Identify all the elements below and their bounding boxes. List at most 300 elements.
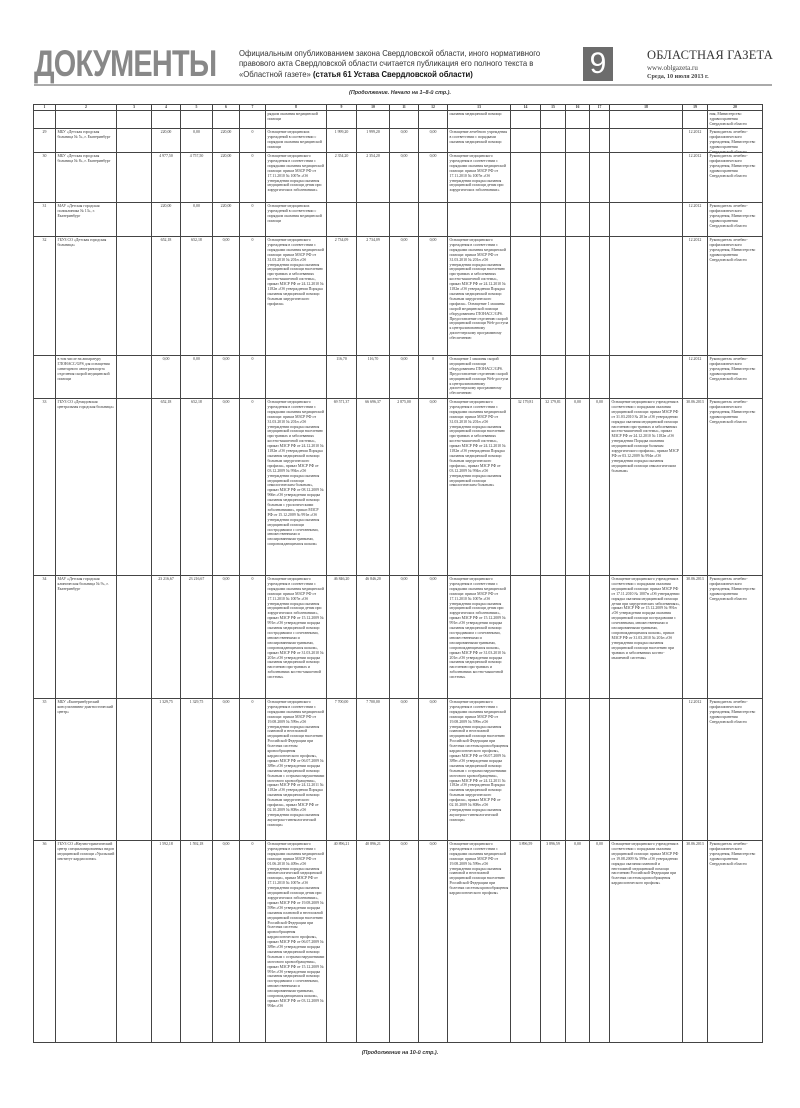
cell-text: 7 700,00 bbox=[366, 700, 380, 704]
table-cell bbox=[240, 576, 266, 699]
table-cell bbox=[683, 237, 708, 356]
cell-text bbox=[568, 357, 588, 397]
cell-text bbox=[392, 204, 417, 235]
cell-text: Оснащение медицинского учреждения в соответствии с порядками оказания медицинской помощи: приказ МЗСР РФ от 31.03.2010 № 201н «Об утверждении порядка оказания медицинской помощи населению при травмах и заболеваниях костно-мышечной системы», приказ МЗСР РФ от 24.12.2010 № 1182н «Об утверждении Порядка оказания медицинской помощи больным хирургического профиля». Оснащение 1 машины скорой медицинской помощи оборудованием ГЛОНАСС/GPS. Предоставление отделению скорой медицинской помощи Web-доступа к централизованному диспетчерскому программному обеспечению bbox=[449, 238, 509, 341]
cell-text bbox=[329, 112, 355, 127]
table-cell bbox=[117, 399, 152, 576]
table-cell bbox=[541, 153, 566, 203]
table-cell bbox=[566, 699, 590, 841]
table-cell bbox=[511, 841, 541, 1043]
table-row bbox=[34, 841, 763, 1043]
cell-text bbox=[612, 112, 681, 127]
cell-text: 0,00 bbox=[596, 842, 603, 846]
cell-text bbox=[568, 700, 588, 839]
column-header: 7 bbox=[240, 105, 266, 111]
table-cell bbox=[390, 399, 419, 576]
cell-text bbox=[119, 154, 150, 201]
cell-text: 2 734,09 bbox=[334, 238, 349, 242]
table-cell bbox=[419, 153, 448, 203]
cell-text: Оснащение медицинского учреждения в соответствии с порядками оказания медицинской помощи: приказ МЗСР РФ от 17.11.2010 № 1007н «Об утверждении порядка оказания медицинской помощи детям при хирургических заболеваниях» bbox=[449, 154, 506, 193]
column-header: 4 bbox=[152, 105, 181, 111]
table-row bbox=[34, 237, 763, 356]
cell-text bbox=[58, 112, 115, 127]
cell-text: МАУ «Детская городская поликлиника № 13», г. Екатеринбург bbox=[57, 204, 100, 218]
column-header: 9 bbox=[327, 105, 357, 111]
table-cell bbox=[419, 129, 448, 153]
cell-text: 0,00 bbox=[222, 400, 230, 404]
cell-text: 0,00 bbox=[193, 204, 200, 208]
cell-text: 0,00 bbox=[193, 130, 200, 134]
cell-text: 116,70 bbox=[336, 357, 347, 361]
table-cell bbox=[590, 237, 610, 356]
table-row bbox=[34, 399, 763, 576]
cell-text: Оснащение медицинского учреждения в соответствии с порядками оказания медицинской помощи: приказ МЗСР РФ от 31.03.2010 № 201н «Об утверждении порядка оказания медицинской помощи населению при травмах и заболеваниях костно-мышечной системы», приказ МЗСР РФ от 24.12.2010 № 1182н «Об утверждении Порядка оказания медицинской помощи больным хирургического профиля», приказ МЗСР РФ от 03.12.2009 № 994н «Об утверждении порядка оказания медицинской помощи онкологическим больным» bbox=[449, 400, 506, 488]
cell-text bbox=[592, 577, 608, 697]
table-cell bbox=[357, 356, 390, 399]
table-cell bbox=[327, 576, 357, 699]
page-number: 9 bbox=[583, 47, 613, 81]
column-header: 14 bbox=[511, 105, 541, 111]
cell-text bbox=[592, 700, 608, 839]
publication-note-text: Официальным опубликованием закона Свердловской области, иного нормативного правового акта Свердловской области считается публикация его полного текста в «Областной газете» bbox=[239, 48, 541, 79]
cell-text: 12.2012 bbox=[688, 238, 702, 242]
table-cell bbox=[213, 356, 240, 399]
table-cell bbox=[213, 129, 240, 153]
cell-text: 0 bbox=[251, 700, 254, 704]
table-cell bbox=[117, 203, 152, 237]
cell-text bbox=[568, 154, 588, 201]
website-link[interactable]: www.oblgazeta.ru bbox=[647, 64, 698, 72]
cell-text: 69 571,37 bbox=[333, 400, 350, 404]
cell-text: Оснащение лечебного учреждения в соответствии с порядками оказания медицинской помощи bbox=[449, 130, 508, 144]
cell-text: 0 bbox=[251, 130, 254, 134]
cell-text: ния, Министерство здравоохранения Свердловской области bbox=[709, 112, 747, 126]
table-cell bbox=[419, 699, 448, 841]
table-cell bbox=[541, 576, 566, 699]
cell-text bbox=[513, 130, 539, 151]
cell-text bbox=[568, 238, 588, 354]
table-cell bbox=[566, 111, 590, 129]
table-cell bbox=[683, 153, 708, 203]
cell-text: 34 bbox=[42, 577, 47, 581]
cell-text bbox=[119, 238, 150, 354]
table-cell bbox=[357, 153, 390, 203]
table-row bbox=[34, 129, 763, 153]
table-cell bbox=[117, 129, 152, 153]
table-row bbox=[34, 356, 763, 399]
cell-text: 1 329,75 bbox=[159, 700, 173, 704]
cell-text: 0,00 bbox=[222, 357, 230, 361]
table-cell bbox=[590, 129, 610, 153]
table-cell bbox=[511, 153, 541, 203]
table-cell bbox=[56, 699, 117, 841]
table-cell bbox=[448, 399, 511, 576]
table-cell bbox=[448, 356, 511, 399]
table-cell bbox=[152, 699, 181, 841]
table-cell bbox=[566, 356, 590, 399]
cell-text: 0,00 bbox=[400, 842, 408, 846]
table-cell bbox=[117, 699, 152, 841]
table-cell bbox=[390, 203, 419, 237]
cell-text: 0,00 bbox=[596, 400, 603, 404]
issue-date: Среда, 10 июля 2013 г. bbox=[647, 73, 709, 80]
table-cell bbox=[590, 203, 610, 237]
cell-text: 0,00 bbox=[400, 130, 408, 134]
table-row bbox=[34, 576, 763, 699]
cell-text: оказания медицинской помощи bbox=[449, 112, 502, 116]
cell-text: 12.2012 bbox=[688, 154, 702, 158]
cell-text: в том числе на аппаратуру ГЛОНАСС/GPS для оснащения санитарного автотранспорта отделения скорой медицинской помощи bbox=[57, 357, 110, 381]
table-cell bbox=[357, 699, 390, 841]
cell-text: 1 999,20 bbox=[334, 130, 349, 134]
table-cell bbox=[610, 237, 683, 356]
cell-text: 0,00 bbox=[429, 700, 437, 704]
publication-note bbox=[239, 48, 543, 79]
table-cell bbox=[56, 576, 117, 699]
table-cell bbox=[590, 111, 610, 129]
cell-text bbox=[36, 357, 54, 397]
cell-text: 23 216,67 bbox=[188, 577, 205, 581]
table-cell bbox=[213, 153, 240, 203]
cell-text: 0,00 bbox=[429, 238, 437, 242]
table-row bbox=[34, 111, 763, 129]
table-cell bbox=[390, 153, 419, 203]
table-cell bbox=[357, 111, 390, 129]
table-cell bbox=[34, 399, 56, 576]
cell-text: 0 bbox=[251, 357, 254, 361]
newspaper-name: ОБЛАСТНАЯ ГАЗЕТА bbox=[647, 48, 773, 62]
cell-text: МБУ «Екатеринбургский консультативно-диагностический центр» bbox=[57, 700, 114, 714]
cell-text bbox=[543, 204, 564, 235]
table-cell bbox=[56, 841, 117, 1043]
column-header: 11 bbox=[390, 105, 419, 111]
column-header: 1 bbox=[34, 105, 56, 111]
cell-text: Руководитель лечебно-профилактического учреждения, Министерство здравоохранения Свердловской области bbox=[709, 154, 756, 178]
table-cell bbox=[213, 399, 240, 576]
table-cell bbox=[240, 203, 266, 237]
cell-text: 0,00 bbox=[429, 842, 437, 846]
cell-text: Оснащение медицинского учреждения в соответствии с порядками оказания медицинской помощи: приказ МЗСР РФ от 31.03.2010 № 201н «Об утверждении порядка оказания медицинской помощи населению при травмах и заболеваниях костно-мышечной системы», приказ МЗСР РФ от 24.12.2010 № 1182н «Об утверждении Порядка оказания медицинской помощи больным хирургического профиля», приказ МЗСР РФ от 03.12.2009 № 994н «Об утверждении порядка оказания медицинской помощи онкологическим больным» bbox=[611, 400, 680, 473]
table-cell bbox=[56, 153, 117, 203]
cell-text bbox=[513, 700, 539, 839]
table-cell bbox=[34, 576, 56, 699]
column-header: 15 bbox=[541, 105, 566, 111]
cell-text bbox=[612, 130, 681, 151]
cell-text bbox=[685, 112, 706, 127]
table-cell bbox=[266, 237, 327, 356]
table-cell bbox=[357, 841, 390, 1043]
table-cell bbox=[266, 841, 327, 1043]
table-cell bbox=[181, 111, 213, 129]
table-cell bbox=[590, 153, 610, 203]
table-cell bbox=[683, 111, 708, 129]
cell-text: 220,00 bbox=[220, 130, 232, 134]
cell-text: 0 bbox=[432, 357, 434, 361]
cell-text bbox=[513, 577, 539, 697]
cell-text: ГБУЗ СО «Научно-практический центр специализированных видов медицинской помощи «Уральский институт кардиологии» bbox=[57, 842, 115, 861]
publication-note-bold: (статья 61 Устава Свердловской области) bbox=[312, 68, 473, 79]
cell-text: Оснащение медицинских учреждений в соответствии с порядком оказания медицинской помощи bbox=[267, 130, 322, 149]
cell-text: Оснащение медицинских учреждений в соответствии с порядком оказания медицинской помощи bbox=[267, 204, 322, 223]
table-cell bbox=[390, 576, 419, 699]
table-cell bbox=[419, 356, 448, 399]
table-cell bbox=[511, 576, 541, 699]
table-cell bbox=[240, 237, 266, 356]
cell-text bbox=[543, 154, 564, 201]
cell-text bbox=[592, 238, 608, 354]
cell-text: Руководитель лечебно-профилактического учреждения, Министерство здравоохранения Свердловской области bbox=[709, 238, 756, 262]
table-cell bbox=[708, 203, 763, 237]
cell-text bbox=[592, 112, 608, 127]
table-cell bbox=[590, 399, 610, 576]
table-cell bbox=[448, 699, 511, 841]
table-cell bbox=[610, 111, 683, 129]
cell-text: 0 bbox=[251, 154, 254, 158]
cell-text bbox=[119, 577, 150, 697]
column-header: 2 bbox=[56, 105, 117, 111]
table-cell bbox=[390, 841, 419, 1043]
cell-text: 40 896,21 bbox=[333, 842, 350, 846]
column-header: 13 bbox=[448, 105, 511, 111]
cell-text: 30 bbox=[42, 154, 47, 158]
table-cell bbox=[390, 237, 419, 356]
column-header: 6 bbox=[213, 105, 240, 111]
cell-text: 66 696,37 bbox=[365, 400, 381, 404]
cell-text: 0,00 bbox=[222, 700, 230, 704]
table-cell bbox=[56, 111, 117, 129]
column-header: 5 bbox=[181, 105, 213, 111]
cell-text: Оснащение медицинского учреждения в соответствии с порядками оказания медицинской помощи: приказ МЗСР РФ от 31.03.2010 № 201н «Об утверждении порядка оказания медицинской помощи населению при травмах и заболеваниях костно-мышечной системы», приказ МЗСР РФ от 24.12.2010 № 1182н «Об утверждении Порядка оказания медицинской помощи больным хирургического профиля», приказ МЗСР РФ от 03.12.2009 № 994н «Об утверждении порядка оказания медицинской помощи онкологическим больным», приказ МЗСР РФ от 08.12.2009 № 966н «Об утверждении порядка оказания медицинской помощи больным с урологическими заболеваниями», приказ МЗСР РФ от 15.12.2009 № 991н «Об утверждении порядка оказания медицинской помощи пострадавшим с сочетанными, множественными и изолированными травмами, сопровождающимися шоком» bbox=[267, 400, 324, 547]
table-cell bbox=[240, 111, 266, 129]
table-cell bbox=[117, 237, 152, 356]
table-cell bbox=[327, 129, 357, 153]
table-cell bbox=[240, 129, 266, 153]
cell-text: 1 592,18 bbox=[189, 842, 204, 846]
cell-text: 0,00 bbox=[400, 577, 408, 581]
table-cell bbox=[683, 576, 708, 699]
cell-text: 652,18 bbox=[160, 238, 172, 242]
table-cell bbox=[708, 699, 763, 841]
table-cell bbox=[327, 203, 357, 237]
table-cell bbox=[511, 203, 541, 237]
table-cell bbox=[152, 153, 181, 203]
cell-text bbox=[612, 357, 681, 397]
cell-text bbox=[119, 357, 150, 397]
table-cell bbox=[181, 356, 213, 399]
table-cell bbox=[266, 111, 327, 129]
cell-text bbox=[242, 112, 264, 127]
table-cell bbox=[152, 576, 181, 699]
cell-text: 40 896,21 bbox=[365, 842, 381, 846]
table-cell bbox=[541, 111, 566, 129]
cell-text: Оснащение медицинского учреждения в соответствии с порядками оказания медицинской помощи: приказ МЗСР РФ от 31.03.2010 № 201н «Об утверждении порядка оказания медицинской помощи населению при травмах и заболеваниях костно-мышечной системы», приказ МЗСР РФ от 24.12.2010 № 1182н «Об утверждении Порядка оказания медицинской помощи больным хирургического профиля» bbox=[267, 238, 324, 306]
table-cell bbox=[541, 356, 566, 399]
cell-text: Руководитель лечебно-профилактического учреждения, Министерство здравоохранения Свердловской области bbox=[709, 400, 756, 424]
cell-text: 30.06.2013 bbox=[686, 400, 704, 404]
table-cell bbox=[152, 841, 181, 1043]
cell-text bbox=[329, 204, 355, 235]
cell-text: 12.2012 bbox=[688, 357, 702, 361]
table-cell bbox=[34, 841, 56, 1043]
table-cell bbox=[610, 356, 683, 399]
table-cell bbox=[511, 111, 541, 129]
table-cell bbox=[610, 699, 683, 841]
table-cell bbox=[181, 129, 213, 153]
table-cell bbox=[213, 576, 240, 699]
table-cell bbox=[34, 237, 56, 356]
table-cell bbox=[56, 399, 117, 576]
cell-text: 652,18 bbox=[160, 400, 172, 404]
cell-text bbox=[183, 112, 211, 127]
table-cell bbox=[181, 576, 213, 699]
cell-text: 23 216,67 bbox=[158, 577, 174, 581]
cell-text bbox=[359, 204, 388, 235]
table-cell bbox=[683, 841, 708, 1043]
cell-text: 30.06.2013 bbox=[686, 577, 704, 581]
table-cell bbox=[683, 203, 708, 237]
cell-text bbox=[592, 357, 608, 397]
cell-text bbox=[568, 204, 588, 235]
table-cell bbox=[181, 399, 213, 576]
table-cell bbox=[56, 129, 117, 153]
table-cell bbox=[327, 237, 357, 356]
column-header: 20 bbox=[708, 105, 763, 111]
cell-text: 32 179,81 bbox=[545, 400, 561, 404]
table-cell bbox=[327, 841, 357, 1043]
table-cell bbox=[419, 237, 448, 356]
cell-text bbox=[215, 112, 238, 127]
table-cell bbox=[448, 576, 511, 699]
cell-text bbox=[543, 112, 564, 127]
table-cell bbox=[610, 841, 683, 1043]
cell-text bbox=[612, 238, 681, 354]
table-cell bbox=[181, 699, 213, 841]
cell-text: 12.2012 bbox=[688, 204, 702, 208]
table-cell bbox=[566, 841, 590, 1043]
table-cell bbox=[683, 399, 708, 576]
table-cell bbox=[566, 399, 590, 576]
cell-text bbox=[592, 154, 608, 201]
cell-text bbox=[543, 130, 564, 151]
table-cell bbox=[448, 237, 511, 356]
cell-text: 0,00 bbox=[400, 154, 408, 158]
cell-text bbox=[592, 204, 608, 235]
table-cell bbox=[590, 841, 610, 1043]
cell-text: рядком оказания медицинской помощи bbox=[267, 112, 318, 121]
cell-text: 0 bbox=[251, 400, 254, 404]
table-cell bbox=[357, 399, 390, 576]
table-cell bbox=[34, 111, 56, 129]
cell-text: 7 700,00 bbox=[334, 700, 349, 704]
column-header: 17 bbox=[590, 105, 610, 111]
cell-text bbox=[119, 400, 150, 574]
table-cell bbox=[448, 111, 511, 129]
table-cell bbox=[213, 841, 240, 1043]
cell-text: Руководитель лечебно-профилактического учреждения, Министерство здравоохранения Свердловской области bbox=[709, 357, 756, 381]
cell-text bbox=[119, 842, 150, 1041]
cell-text: 652,18 bbox=[191, 238, 202, 242]
table-cell bbox=[566, 153, 590, 203]
continued-from-note: (Продолжение. Начало на 1–8-й стр.). bbox=[349, 90, 451, 96]
table-cell bbox=[419, 576, 448, 699]
cell-text: 4 977,50 bbox=[159, 154, 173, 158]
cell-text: 0,00 bbox=[429, 130, 437, 134]
column-header: 18 bbox=[610, 105, 683, 111]
cell-text: 220,00 bbox=[160, 130, 172, 134]
cell-text bbox=[513, 238, 539, 354]
table-cell bbox=[56, 203, 117, 237]
table-cell bbox=[590, 699, 610, 841]
cell-text: 32 179,81 bbox=[517, 400, 534, 404]
table-cell bbox=[390, 111, 419, 129]
table-cell bbox=[266, 356, 327, 399]
table-cell bbox=[708, 153, 763, 203]
column-header: 19 bbox=[683, 105, 708, 111]
table-cell bbox=[240, 699, 266, 841]
cell-text: 36 bbox=[42, 842, 47, 846]
table-cell bbox=[448, 129, 511, 153]
table-cell bbox=[448, 203, 511, 237]
cell-text: МБУ «Детская городская больница № 5», г. Екатеринбург bbox=[57, 130, 111, 139]
table-row bbox=[34, 203, 763, 237]
table-cell bbox=[541, 841, 566, 1043]
table-cell bbox=[266, 203, 327, 237]
cell-text bbox=[154, 112, 179, 127]
table-cell bbox=[240, 399, 266, 576]
table-cell bbox=[511, 356, 541, 399]
table-cell bbox=[56, 237, 117, 356]
cell-text: 12.2012 bbox=[688, 700, 702, 704]
cell-text: Оснащение медицинского учреждения в соответствии с порядками оказания медицинской помощи: приказ МЗСР РФ от 19.08.2009 № 599н «Об утверждении порядка оказания плановой и неотложной медицинской помощи населению Российской Федерации при болезнях системы кровообращения кардиологического профиля», приказ МЗСР РФ от 06.07.2009 № 389н «Об утверждении порядка оказания медицинской помощи больным с острыми нарушениями мозгового кровообращения», приказ МЗСР РФ от 24.12.2011 № 1182н «Об утверждении Порядка оказания медицинской помощи больным хирургического профиля», приказ МЗСР РФ от 02.10.2009 № 808н «Об утверждении порядка оказания акушерско-гинекологической помощи» bbox=[267, 700, 325, 827]
cell-text: 1 592,18 bbox=[159, 842, 173, 846]
table-cell bbox=[181, 203, 213, 237]
cell-text bbox=[513, 112, 539, 127]
cell-text: Оснащение медицинского учреждения в соответствии с порядками оказания медицинской помощи: приказ МЗСР РФ от 19.08.2009 № 599н «Об утверждении порядка оказания плановой и неотложной медицинской помощи населению Российской Федерации при болезнях системы кровообращения кардиологического профиля» bbox=[611, 842, 679, 886]
table-cell bbox=[357, 129, 390, 153]
cell-text: МБУ «Детская городская больница № 8», г. Екатеринбург bbox=[57, 154, 111, 163]
cell-text: Руководитель лечебно-профилактического учреждения, Министерство здравоохранения Свердловской области bbox=[709, 577, 756, 601]
table-cell bbox=[683, 129, 708, 153]
cell-text: 4 757,50 bbox=[189, 154, 204, 158]
cell-text: Руководитель лечебно-профилактического учреждения, Министерство здравоохранения Свердловской области bbox=[709, 842, 756, 866]
cell-text: Оснащение медицинского учреждения в соответствии с порядками оказания медицинской помощи: приказ МЗСР РФ от 17.11.2010 № 1007н «Об утверждении порядка оказания медицинской помощи детям при хирургических заболеваниях», приказ МЗСР РФ от 15.12.2009 № 991н «Об утверждении порядка оказания медицинской помощи пострадавшим с сочетанными, множественными и изолированными травмами, сопровождающимися шоком», приказ МЗСР РФ от 31.03.2010 № 201н «Об утверждении порядка оказания медицинской помощи населению при травмах и заболеваниях костно-мышечной системы» bbox=[267, 577, 324, 680]
cell-text: 0,00 bbox=[222, 842, 230, 846]
table-cell bbox=[357, 203, 390, 237]
cell-text: 2 354,20 bbox=[366, 154, 380, 158]
section-rubric: ДОКУМЕНТЫ bbox=[34, 43, 217, 84]
table-cell bbox=[708, 237, 763, 356]
cell-text: 220,00 bbox=[160, 204, 172, 208]
table-cell bbox=[511, 129, 541, 153]
cell-text bbox=[119, 112, 150, 127]
table-cell bbox=[541, 399, 566, 576]
cell-text: Руководитель лечебно-профилактического учреждения, Министерство здравоохранения Свердловской области bbox=[709, 700, 756, 724]
cell-text: 46 846,20 bbox=[333, 577, 350, 581]
table-cell bbox=[34, 129, 56, 153]
cell-text: Руководитель лечебно-профилактического учреждения, Министерство здравоохранения Свердловской области bbox=[709, 204, 756, 228]
table-cell bbox=[117, 576, 152, 699]
table-row bbox=[34, 699, 763, 841]
cell-text: 1 329,75 bbox=[189, 700, 204, 704]
table-cell bbox=[419, 111, 448, 129]
table-cell bbox=[357, 237, 390, 356]
cell-text: Оснащение медицинского учреждения в соответствии с порядками оказания медицинской помощи: приказ МЗСР РФ от 19.08.2009 № 599н «Об утверждении порядка оказания плановой и неотложной медицинской помощи населению Российской Федерации при болезнях системы кровообращения кардиологического профиля» bbox=[449, 842, 509, 896]
column-header: 16 bbox=[566, 105, 590, 111]
table-cell bbox=[390, 699, 419, 841]
table-cell bbox=[610, 153, 683, 203]
cell-text: 0,00 bbox=[429, 154, 437, 158]
cell-text bbox=[513, 204, 539, 235]
